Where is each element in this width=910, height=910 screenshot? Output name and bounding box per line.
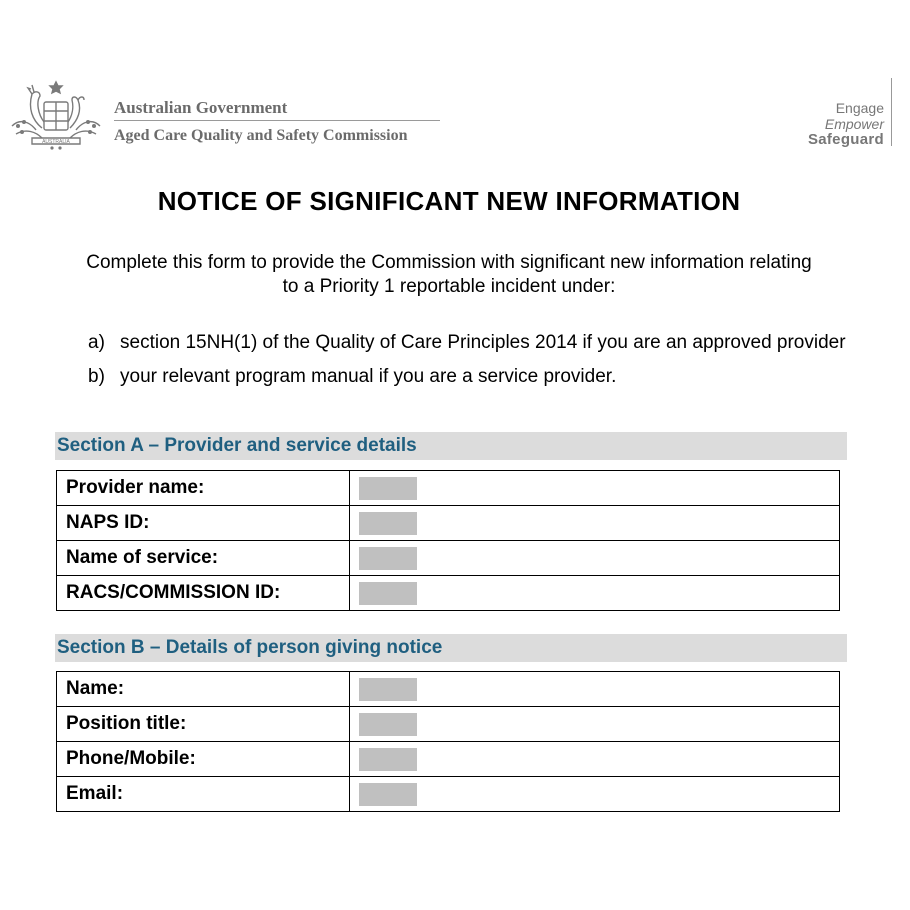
table-row [57,707,840,742]
table-row [57,541,840,576]
name-label: Name: [57,672,350,707]
list-marker: a) [88,332,105,353]
phone-label: Phone/Mobile: [57,742,350,777]
tagline-empower: Empower [824,116,884,132]
email-input[interactable] [359,783,417,806]
list-item [88,364,848,389]
racs-id-field[interactable] [350,576,840,611]
section-b-heading: Section B – Details of person giving notice [55,634,847,662]
service-name-field[interactable] [350,541,840,576]
table-row [57,576,840,611]
naps-id-input[interactable] [359,512,417,535]
list-marker: b) [88,366,105,387]
phone-field[interactable] [350,742,840,777]
table-row [57,777,840,812]
list-item [88,330,848,355]
naps-id-label: NAPS ID: [57,506,350,541]
svg-text:AUSTRALIA: AUSTRALIA [42,139,70,145]
table-row [57,742,840,777]
header-divider [114,120,440,121]
racs-id-input[interactable] [359,582,417,605]
list-text: your relevant program manual if you are a service provider. [120,366,617,387]
intro-paragraph: Complete this form to provide the Commission with significant new information relating to a Priority 1 reportable incident under: [86,252,812,297]
name-input[interactable] [359,678,417,701]
position-title-field[interactable] [350,707,840,742]
email-label: Email: [57,777,350,812]
email-field[interactable] [350,777,840,812]
position-title-label: Position title: [57,707,350,742]
table-row [57,506,840,541]
position-title-input[interactable] [359,713,417,736]
table-row [57,672,840,707]
service-name-input[interactable] [359,547,417,570]
table-row [57,471,840,506]
document-title: NOTICE OF SIGNIFICANT NEW INFORMATION [157,186,741,216]
phone-input[interactable] [359,748,417,771]
commission-name: Aged Care Quality and Safety Commission [114,127,408,144]
tagline-engage: Engage [835,100,884,116]
reference-list [88,330,848,398]
provider-name-input[interactable] [359,477,417,500]
provider-name-label: Provider name: [57,471,350,506]
service-name-label: Name of service: [57,541,350,576]
list-text: section 15NH(1) of the Quality of Care Principles 2014 if you are an approved provider [120,332,846,353]
tagline-safeguard: Safeguard [807,131,884,148]
coat-of-arms-icon [6,78,106,152]
section-a-heading: Section A – Provider and service details [55,432,847,460]
name-field[interactable] [350,672,840,707]
letterhead [0,74,910,154]
tagline [808,100,884,148]
tagline-divider [891,78,892,146]
person-details-table [56,671,840,812]
provider-details-table [56,470,840,611]
naps-id-field[interactable] [350,506,840,541]
government-name: Australian Government [114,98,288,117]
provider-name-field[interactable] [350,471,840,506]
racs-id-label: RACS/COMMISSION ID: [57,576,350,611]
